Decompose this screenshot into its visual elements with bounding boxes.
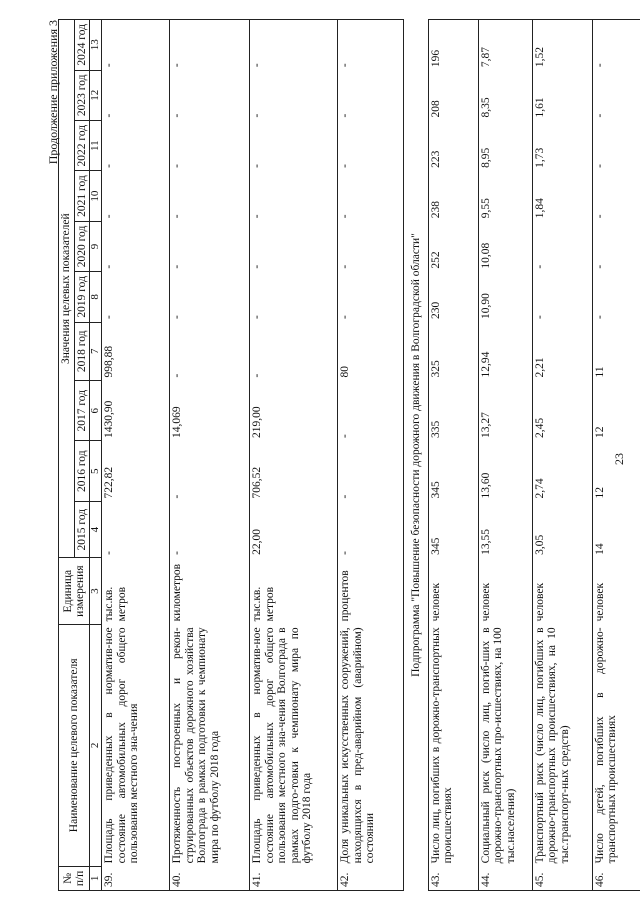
indicator-name-cell: Площадь приведенных в норматив-ное состояние автомобильных дорог общего пользования местного зна-чения Волгограда в рамках подго-товки к чемпионату мира по футболу 2018 года <box>250 624 338 866</box>
page-number: 23 <box>612 453 626 465</box>
table-row <box>428 20 478 891</box>
value-cell: 11 <box>592 322 640 380</box>
value-cell: - <box>592 221 640 271</box>
value-cell: - <box>170 120 250 170</box>
value-cell: - <box>338 381 404 441</box>
value-cell: 345 <box>428 501 478 557</box>
column-index-cell: 9 <box>90 221 102 271</box>
indicator-name-cell: Доля уникальных искусственных сооружений, находящихся в пред-аварийном (аварийном) состоянии <box>338 624 404 866</box>
value-cell: - <box>102 272 170 322</box>
unit-cell: тыс.кв. метров <box>102 558 170 625</box>
value-cell: - <box>532 221 592 271</box>
value-cell: 1,52 <box>532 20 592 71</box>
indicator-name-cell: Площадь приведенных в норматив-ное состояние автомобильных дорог общего пользования местного зна-чения <box>102 624 170 866</box>
value-cell: 80 <box>338 322 404 380</box>
value-cell: - <box>102 120 170 170</box>
header-values-group: Значения целевых показателей <box>59 20 75 558</box>
header-year: 2018 год <box>74 322 90 380</box>
table-row <box>532 20 592 891</box>
column-index-cell: 13 <box>90 20 102 71</box>
value-cell: 14 <box>592 501 640 557</box>
row-number-cell: 46. <box>592 866 640 890</box>
value-cell: - <box>338 20 404 71</box>
value-cell: - <box>592 120 640 170</box>
indicator-name-cell: Социальный риск (число лиц, погиб-ших в дорожно-транспортных про-исшествиях, на 100 тыс.населения) <box>478 624 532 866</box>
value-cell: - <box>170 501 250 557</box>
value-cell: 10,08 <box>478 221 532 271</box>
value-cell: 12 <box>592 441 640 501</box>
column-index-cell: 1 <box>90 866 102 890</box>
header-year: 2016 год <box>74 441 90 501</box>
value-cell: 252 <box>428 221 478 271</box>
column-index-cell: 6 <box>90 381 102 441</box>
column-index-cell: 7 <box>90 322 102 380</box>
value-cell: 219,00 <box>250 381 338 441</box>
value-cell: - <box>250 120 338 170</box>
value-cell: - <box>250 322 338 380</box>
value-cell: 8,95 <box>478 120 532 170</box>
value-cell: 8,35 <box>478 70 532 120</box>
value-cell: - <box>532 272 592 322</box>
row-number-cell: 40. <box>170 866 250 890</box>
value-cell: - <box>102 171 170 221</box>
target-indicators-table <box>58 19 640 891</box>
value-cell: - <box>102 501 170 557</box>
unit-cell: человек <box>532 558 592 625</box>
value-cell: 3,05 <box>532 501 592 557</box>
column-index-cell: 2 <box>90 624 102 866</box>
value-cell: - <box>102 20 170 71</box>
value-cell: 1,73 <box>532 120 592 170</box>
value-cell: - <box>338 221 404 271</box>
value-cell: - <box>338 171 404 221</box>
value-cell: 12 <box>592 381 640 441</box>
value-cell: 22,00 <box>250 501 338 557</box>
value-cell: - <box>250 70 338 120</box>
value-cell: 238 <box>428 171 478 221</box>
value-cell: - <box>170 70 250 120</box>
value-cell: - <box>170 20 250 71</box>
value-cell: 230 <box>428 272 478 322</box>
column-index-cell: 12 <box>90 70 102 120</box>
value-cell: 325 <box>428 322 478 380</box>
row-number-cell: 39. <box>102 866 170 890</box>
value-cell: - <box>170 221 250 271</box>
value-cell: 10,90 <box>478 272 532 322</box>
header-year: 2021 год <box>74 171 90 221</box>
table-row <box>250 20 338 891</box>
header-number: № п/п <box>59 866 90 890</box>
value-cell: - <box>592 171 640 221</box>
value-cell: 2,45 <box>532 381 592 441</box>
value-cell: - <box>338 441 404 501</box>
value-cell: 14,069 <box>170 381 250 441</box>
value-cell: 7,87 <box>478 20 532 71</box>
table-row <box>338 20 404 891</box>
value-cell: - <box>592 272 640 322</box>
header-column-index-row <box>90 20 102 891</box>
value-cell: - <box>338 272 404 322</box>
unit-cell: человек <box>478 558 532 625</box>
subprogram-title: Подпрограмма "Повышение безопасности дорожного движения в Волгоградской области" <box>410 233 422 677</box>
value-cell: 1430,90 <box>102 381 170 441</box>
indicator-name-cell: Число лиц, погибших в дорожно-транспортных происшествиях <box>428 624 478 866</box>
unit-cell: тыс.кв. метров <box>250 558 338 625</box>
value-cell: - <box>102 70 170 120</box>
indicator-name-cell: Транспортный риск (число лиц, погибших в дорожно-транспортных происшествиях, на 10 тыс.транспорт-ных средств) <box>532 624 592 866</box>
value-cell: 12,94 <box>478 322 532 380</box>
value-cell: - <box>102 221 170 271</box>
value-cell: 722,82 <box>102 441 170 501</box>
value-cell: 1,61 <box>532 70 592 120</box>
value-cell: 998,88 <box>102 322 170 380</box>
column-index-cell: 11 <box>90 120 102 170</box>
header-year: 2022 год <box>74 120 90 170</box>
row-number-cell: 44. <box>478 866 532 890</box>
header-unit: Единица измерения <box>59 558 90 625</box>
value-cell: 1,84 <box>532 171 592 221</box>
appendix-continuation-label: Продолжение приложения 3 <box>46 20 60 165</box>
header-year: 2020 год <box>74 221 90 271</box>
value-cell: 208 <box>428 70 478 120</box>
table-row <box>170 20 250 891</box>
table-row <box>478 20 532 891</box>
column-index-cell: 10 <box>90 171 102 221</box>
value-cell: - <box>338 70 404 120</box>
row-number-cell: 43. <box>428 866 478 890</box>
value-cell: 223 <box>428 120 478 170</box>
unit-cell: человек <box>428 558 478 625</box>
value-cell: 13,27 <box>478 381 532 441</box>
row-number-cell: 42. <box>338 866 404 890</box>
value-cell: 2,21 <box>532 322 592 380</box>
value-cell: - <box>592 70 640 120</box>
column-index-cell: 8 <box>90 272 102 322</box>
value-cell: 345 <box>428 441 478 501</box>
indicator-name-cell: Протяженность построенных и рекон-струированных объектов дорожного хозяйства Волгограда в рамках подготовки к чемпионату мира по футболу 2018 года <box>170 624 250 866</box>
value-cell: 13,60 <box>478 441 532 501</box>
header-year: 2019 год <box>74 272 90 322</box>
value-cell: 2,74 <box>532 441 592 501</box>
indicator-name-cell: Число детей, погибших в дорожно-транспортных происшествиях <box>592 624 640 866</box>
row-number-cell: 45. <box>532 866 592 890</box>
column-index-cell: 5 <box>90 441 102 501</box>
value-cell: - <box>592 20 640 71</box>
header-year: 2024 год <box>74 20 90 71</box>
value-cell: - <box>170 322 250 380</box>
table-row <box>102 20 170 891</box>
value-cell: - <box>338 120 404 170</box>
header-indicator-name: Наименование целевого показателя <box>59 624 90 866</box>
value-cell: - <box>170 272 250 322</box>
value-cell: 706,52 <box>250 441 338 501</box>
unit-cell: процентов <box>338 558 404 625</box>
section-row <box>404 20 429 891</box>
row-number-cell: 41. <box>250 866 338 890</box>
column-index-cell: 3 <box>90 558 102 625</box>
value-cell: - <box>250 20 338 71</box>
header-year: 2017 год <box>74 381 90 441</box>
value-cell: 196 <box>428 20 478 71</box>
value-cell: - <box>250 171 338 221</box>
value-cell: - <box>250 221 338 271</box>
header-year: 2023 год <box>74 70 90 120</box>
value-cell: 335 <box>428 381 478 441</box>
value-cell: - <box>170 171 250 221</box>
unit-cell: человек <box>592 558 640 625</box>
value-cell: 9,55 <box>478 171 532 221</box>
unit-cell: километров <box>170 558 250 625</box>
header-year: 2015 год <box>74 501 90 557</box>
value-cell: - <box>170 441 250 501</box>
value-cell: 13,55 <box>478 501 532 557</box>
value-cell: - <box>250 272 338 322</box>
value-cell: - <box>338 501 404 557</box>
table-body <box>102 20 640 891</box>
column-index-cell: 4 <box>90 501 102 557</box>
